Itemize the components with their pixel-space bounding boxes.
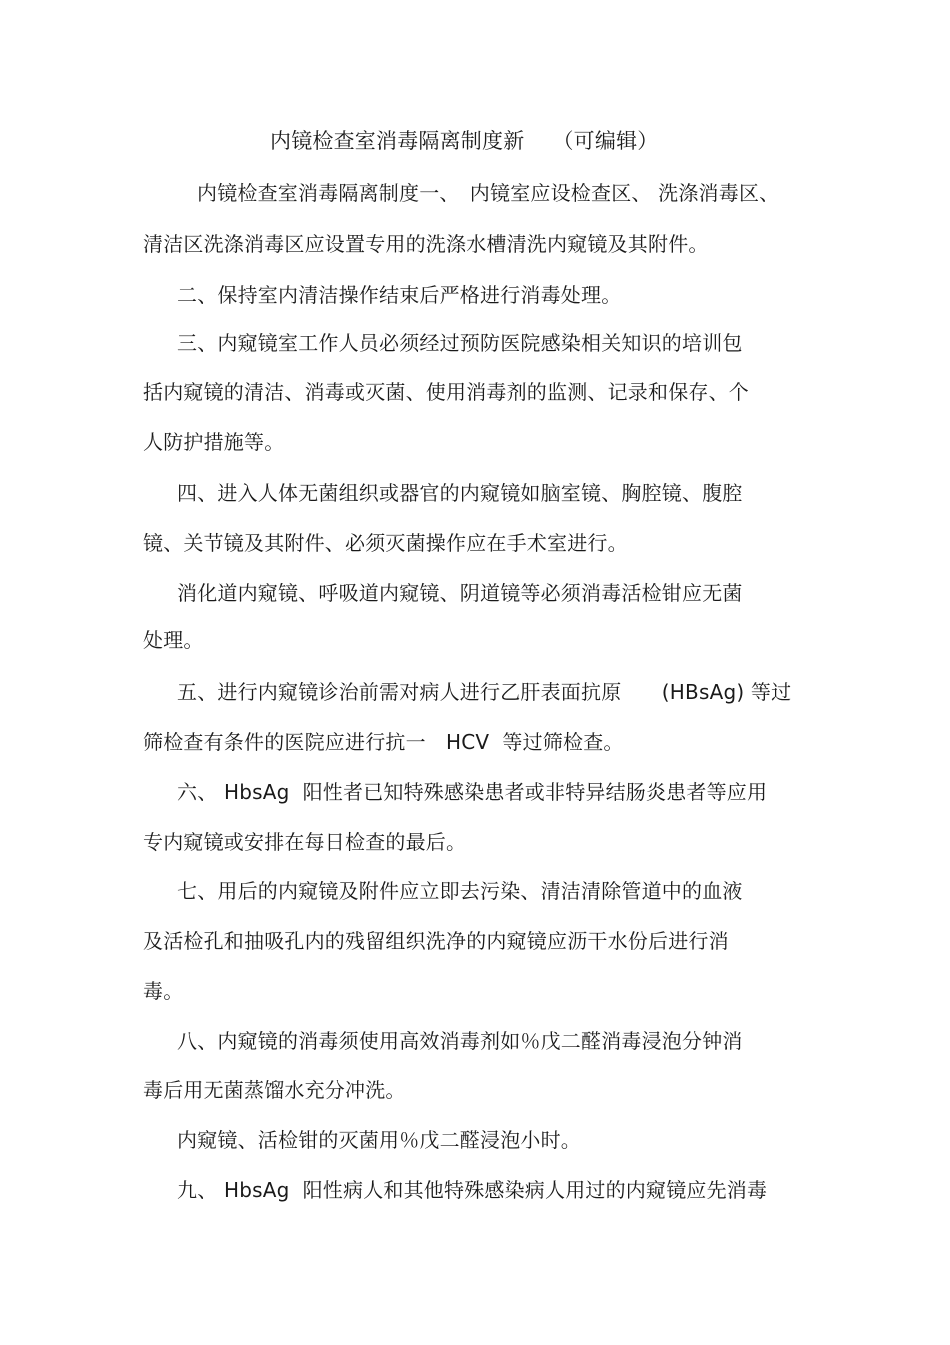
text-line: 三、内窥镜室工作人员必须经过预防医院感染相关知识的培训包	[177, 331, 743, 355]
text-line: 处理。	[143, 628, 204, 652]
text-line: 毒后用无菌蒸馏水充分冲洗。	[143, 1078, 406, 1102]
text-line: 人防护措施等。	[143, 430, 285, 454]
text-line: 消化道内窥镜、呼吸道内窥镜、阴道镜等必须消毒活检钳应无菌	[177, 581, 743, 605]
text-line: 及活检孔和抽吸孔内的残留组织洗净的内窥镜应沥干水份后进行消	[143, 929, 729, 953]
document-title: 内镜检查室消毒隔离制度新 （可编辑）	[270, 129, 659, 153]
text-line: 五、进行内窥镜诊治前需对病人进行乙肝表面抗原 (HBsAg) 等过	[177, 680, 792, 704]
text-line: 七、用后的内窥镜及附件应立即去污染、清洁清除管道中的血液	[177, 879, 743, 903]
text-line: 内镜检查室消毒隔离制度一、 内镜室应设检查区、 洗涤消毒区、	[197, 181, 780, 205]
text-line: 内窥镜、活检钳的灭菌用％戊二醛浸泡小时。	[177, 1128, 581, 1152]
text-line: 四、进入人体无菌组织或器官的内窥镜如脑室镜、胸腔镜、腹腔	[177, 481, 743, 505]
text-line: 镜、关节镜及其附件、必须灭菌操作应在手术室进行。	[143, 531, 628, 555]
text-line: 二、保持室内清洁操作结束后严格进行消毒处理。	[177, 283, 622, 307]
text-line: 六、 HbsAg 阳性者已知特殊感染患者或非特异结肠炎患者等应用	[177, 780, 768, 804]
text-line: 括内窥镜的清洁、消毒或灭菌、使用消毒剂的监测、记录和保存、个	[143, 380, 749, 404]
text-line: 筛检查有条件的医院应进行抗一 HCV 等过筛检查。	[143, 730, 624, 754]
text-line: 九、 HbsAg 阳性病人和其他特殊感染病人用过的内窥镜应先消毒	[177, 1178, 768, 1202]
text-line: 专内窥镜或安排在每日检查的最后。	[143, 830, 467, 854]
text-line: 八、内窥镜的消毒须使用高效消毒剂如％戊二醛消毒浸泡分钟消	[177, 1029, 743, 1053]
text-line: 清洁区洗涤消毒区应设置专用的洗涤水槽清洗内窥镜及其附件。	[143, 232, 709, 256]
text-line: 毒。	[143, 979, 184, 1003]
